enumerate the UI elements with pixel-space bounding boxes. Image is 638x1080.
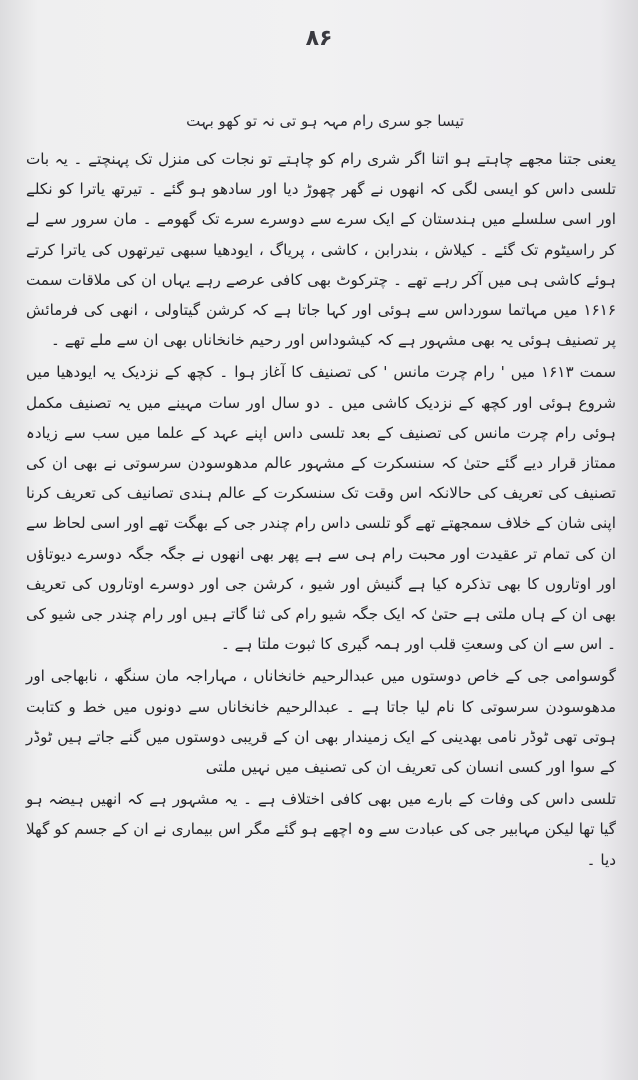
paragraph: سمت ۱۶۱۳ میں ' رام چرت مانس ' کی تصنیف کا آغاز ہوا ۔ کچھ کے نزدیک یہ ایودھیا میں شروع ہوئی اور کچھ کے نزدیک کاشی میں ۔ دو سال اور سات مہینے میں یہ تصنیف مکمل ہوئی رام چرت مانس کی تصنیف کے بعد تلسی داس اپنے عہد کے علما میں سب سے زیادہ ممتاز قرار دیے گئے حتیٰ کہ سنسکرت کے مشہور عالم مدھوسودن سرسوتی نے بھی ان کی تصنیف کی تعریف کی حالانکہ اس وقت تک سنسکرت کے عالم ہندی تصانیف کی تعریف کرنا اپنی شان کے خلاف سمجھتے تھے گو تلسی داس رام چندر جی کے بھگت تھے اور اسی لحاظ سے ان کی تمام تر عقیدت اور محبت رام ہی سے ہے پھر بھی انھوں نے جگہ جگہ دوسرے دیوتاؤں اور اوتاروں کا بھی تذکرہ کیا ہے گنیش اور شیو ، کرشن جی اور دوسرے اوتاروں کی تعریف بھی ان کے ہاں ملتی ہے حتیٰ کہ ایک جگہ شیو رام کی ثنا گاتے ہیں اور رام چندر جی شیو کی ۔ اس سے ان کی وسعتِ قلب اور ہمہ گیری کا ثبوت ملتا ہے ۔ bbox=[26, 363, 616, 654]
body-text bbox=[26, 144, 616, 875]
paragraph: تلسی داس کی وفات کے بارے میں بھی کافی اختلاف ہے ۔ یہ مشہور ہے کہ انھیں ہیضہ ہو گیا تھا لیکن مہابیر جی کی عبادت سے وہ اچھے ہو گئے مگر اس بیماری نے ان کے جسم کو گھلا دیا ۔ bbox=[26, 790, 616, 869]
paragraph: یعنی جتنا مجھے چاہتے ہو اتنا اگر شری رام کو چاہتے تو نجات کی منزل تک پہنچتے ۔ یہ بات تلسی داس کو ایسی لگی کہ انھوں نے گھر چھوڑ دیا اور سادھو ہو گئے ۔ تیرتھ یاترا کو نکلے اور اسی سلسلے میں ہندستان کے ایک سرے سے دوسرے سرے تک گھومے ۔ مان سرور سے لے کر راسیٹوم تک گئے ۔ کیلاش ، بندرابن ، کاشی ، پریاگ ، ایودھیا سبھی تیرتھوں کی یاترا کرتے ہوئے کاشی ہی میں آکر رہے تھے ۔ چترکوٹ بھی کافی عرصے رہے یہاں ان کی ملاقات سمت ۱۶۱۶ میں مہاتما سورداس سے ہوئی اور کہا جاتا ہے کہ کرشن گیتاولی ، انھی کی فرمائش پر تصنیف ہوئی یہ بھی مشہور ہے کہ کیشوداس اور رحیم خانخاناں بھی ان سے ملے تھے ۔ bbox=[26, 150, 616, 350]
paragraph: گوسوامی جی کے خاص دوستوں میں عبدالرحیم خانخاناں ، مہاراجہ مان سنگھ ، نابھاجی اور مدھوسودن سرسوتی کا نام لیا جاتا ہے ۔ عبدالرحیم خانخاناں سے دونوں میں خط و کتابت ہوتی تھی ٹوڈر نامی بھدینی کے ایک زمیندار بھی ان کے قریبی دوستوں میں گنے جاتے ہیں ٹوڈر کے سوا اور کسی انسان کی تعریف ان کی تصنیف میں نہیں ملتی bbox=[26, 667, 616, 777]
verse-heading: تیسا جو سری رام مہہ ہو تی نہ تو کھو بہت bbox=[186, 112, 464, 130]
page-number: ۸۶ bbox=[305, 26, 333, 51]
